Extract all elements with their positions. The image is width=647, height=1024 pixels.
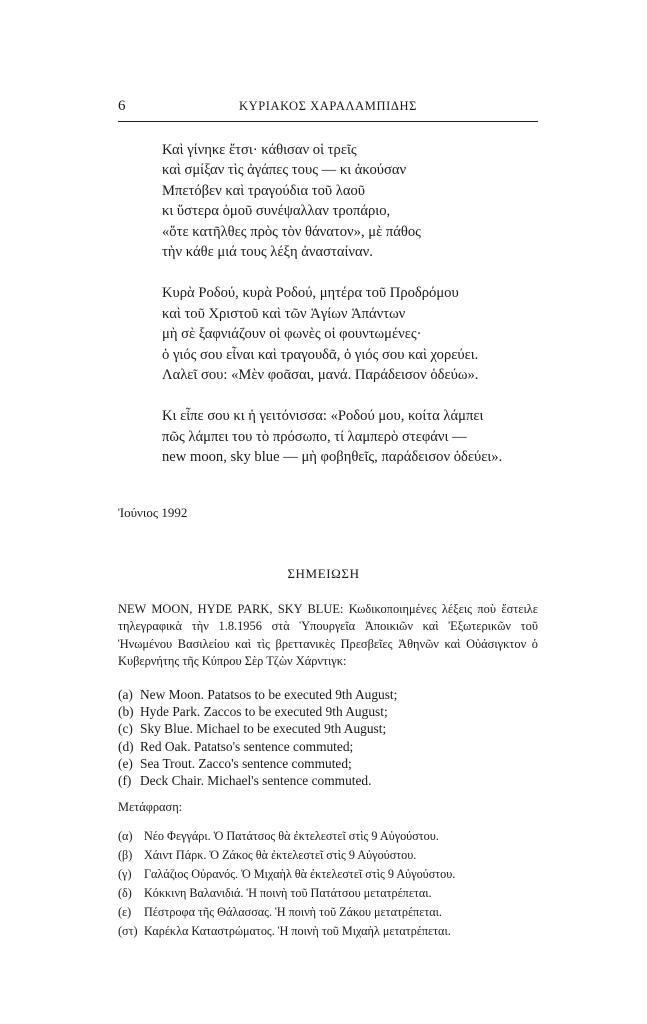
code-word-text: Sea Trout. Zacco's sentence commuted; [140,755,352,771]
verse-line: μὴ σὲ ξαφνιάζουν οἱ φωνὲς οἱ φουντωμένες· [162,326,422,343]
code-word-text: New Moon. Patatsos to be executed 9th August; [140,687,398,702]
note-intro: NEW MOON, HYDE PARK, SKY BLUE: Κωδικοποιημένες λέξεις ποὺ ἔστειλε τηλεγραφικὰ τὴν 1.8.1956 στὰ Ὑπουργεῖα Ἀποικιῶν καὶ Ἐξωτερικῶν τοῦ Ἡνωμένου Βασιλείου καὶ τὶς βρεττανικὲς Πρεσβεῖες Ἀθηνῶν καὶ Οὐάσιγκτον ὁ Κυβερνήτης τῆς Κύπρου Σὲρ Τζὼν Χάρντιγκ: [118,602,538,669]
verse-line: πῶς λάμπει του τὸ πρόσωπο, τί λαμπερὸ στεφάνι — [162,428,467,445]
translation-item [118,884,558,903]
code-word-item [118,686,558,703]
verse-line: Μπετόβεν καὶ τραγούδια τοῦ λαοῦ [162,182,366,199]
running-head-title: ΚΥΡΙΑΚΟΣ ΧΑΡΑΛΑΜΠΙΔΗΣ [238,99,418,113]
translation-list [118,827,558,941]
poem [162,140,602,489]
list-marker: (β) [118,848,133,862]
translation-label: Μετάφραση: [118,800,183,814]
list-marker: (d) [118,738,134,754]
translation-item [118,846,558,865]
translation-text: Χάιντ Πάρκ. Ὁ Ζάκος θὰ ἐκτελεστεῖ στὶς 9 Αὐγούστου. [144,848,417,862]
code-word-list [118,686,558,789]
stanza-1 [162,140,602,262]
verse-line: Λαλεῖ σου: «Μὲν φοᾶσαι, μανά. Παράδεισον ὁδεύω». [162,367,479,384]
translation-item [118,865,558,884]
code-word-item [118,738,558,755]
verse-line: Καὶ γίνηκε ἔτσι· κάθισαν οἱ τρεῖς [162,142,357,158]
poem-date: Ἰούνιος 1992 [118,505,188,520]
header-rule [118,121,538,122]
list-marker: (ε) [118,905,132,919]
translation-text: Καρέκλα Καταστρώματος. Ἡ ποινὴ τοῦ Μιχαὴλ μετατρέπεται. [144,924,451,938]
list-marker: (f) [118,773,132,789]
verse-line: τὴν κάθε μιά τους λέξη ἀνασταίναν. [162,244,373,261]
code-word-item [118,720,558,737]
verse-line: Κι εἶπε σου κι ἡ γειτόνισσα: «Ροδού μου, κοίτα λάμπει [162,408,484,425]
code-word-item [118,703,558,720]
translation-item [118,922,558,941]
verse-line: καὶ τοῦ Χριστοῦ καὶ τῶν Ἁγίων Ἁπάντων [162,305,406,322]
verse-line: «ὅτε κατῆλθες πρὸς τὸν θάνατον», μὲ πάθος [162,223,421,240]
code-word-text: Hyde Park. Zaccos to be executed 9th August; [140,704,388,720]
list-marker: (b) [118,704,134,720]
translation-text: Πέστροφα τῆς Θάλασσας. Ἡ ποινὴ τοῦ Ζάκου μετατρέπεται. [144,905,442,919]
verse-line: ὁ γιός σου εἶναι καὶ τραγουδᾶ, ὁ γιός σου καὶ χορεύει. [162,346,479,363]
translation-text: Νέο Φεγγάρι. Ὁ Πατάτσος θὰ ἐκτελεστεῖ στὶς 9 Αὐγούστου. [144,829,439,843]
translation-item [118,903,558,922]
list-marker: (a) [118,687,133,702]
list-marker: (δ) [118,886,132,900]
code-word-text: Sky Blue. Michael to be executed 9th August; [140,721,387,737]
list-marker: (στ) [118,924,138,938]
list-marker: (e) [118,755,133,771]
translation-text: Γαλάζιος Οὐρανός. Ὁ Μιχαὴλ θὰ ἐκτελεστεῖ στὶς 9 Αὐγούστου. [144,867,456,881]
list-marker: (c) [118,721,133,737]
verse-line: καὶ σμίξαν τὶς ἀγάπες τους — κι ἀκούσαν [162,162,407,179]
stanza-2 [162,283,602,385]
code-word-text: Deck Chair. Michael's sentence commuted. [140,773,372,789]
running-head [118,98,538,118]
translation-text: Κόκκινη Βαλανιδιά. Ἡ ποινὴ τοῦ Πατάτσου μετατρέπεται. [144,886,432,900]
stanza-3 [162,406,602,467]
translation-item [118,827,558,846]
code-word-item [118,755,558,772]
list-marker: (α) [118,829,133,843]
list-marker: (γ) [118,867,132,881]
note-title: ΣΗΜΕΙΩΣΗ [287,566,360,581]
code-word-item [118,772,558,789]
verse-line: κι ὕστερα ὁμοῦ συνέψαλλαν τροπάριο, [162,203,391,220]
verse-line: new moon, sky blue — μὴ φοβηθεῖς, παράδεισον ὁδεύει». [162,449,503,466]
verse-line: Κυρὰ Ροδού, κυρὰ Ροδού, μητέρα τοῦ Προδρόμου [162,285,459,302]
code-word-text: Red Oak. Patatso's sentence commuted; [140,738,354,754]
page-number: 6 [118,98,126,114]
